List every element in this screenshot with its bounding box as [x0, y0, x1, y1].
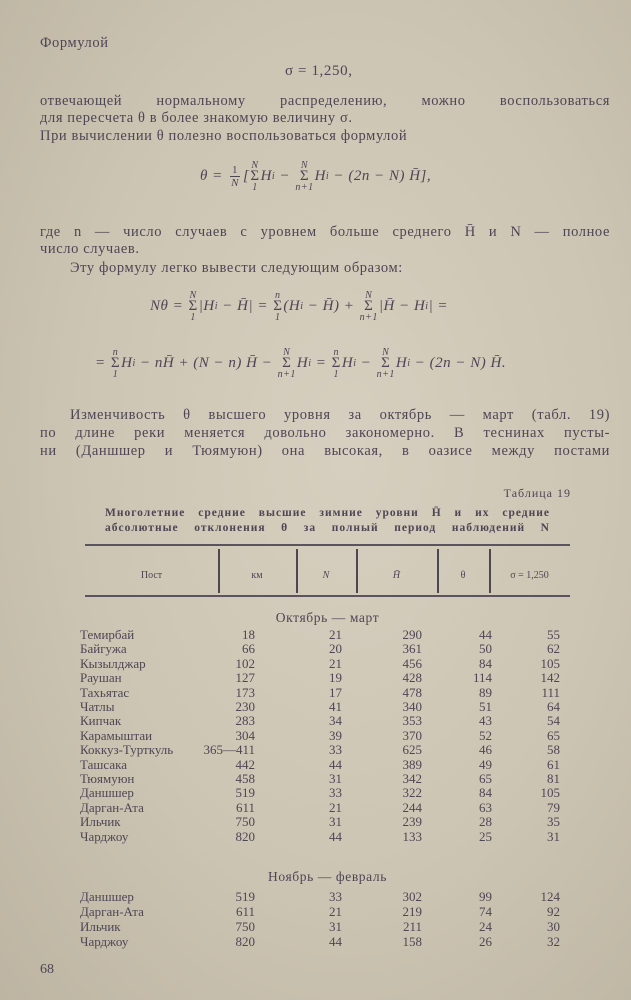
n-years-cell: 33 [329, 785, 342, 801]
summation [360, 290, 378, 323]
lower-limit: n+1 [359, 312, 378, 323]
upper-limit: N [300, 160, 309, 171]
km-cell: 519 [235, 785, 255, 801]
table-row [80, 742, 570, 757]
formula-text: H [395, 355, 408, 371]
lower-limit: 1 [190, 312, 196, 323]
derivation-formula-2 [95, 347, 506, 380]
paragraph-line: где n — число случаев с уровнем больше среднего H̄ и N — полное [40, 224, 610, 240]
sigma-symbol: Σ [364, 298, 374, 314]
table-row [80, 785, 570, 800]
formula-text: | = [428, 298, 449, 314]
km-cell: 820 [235, 934, 255, 949]
summation [278, 347, 296, 380]
h-mean-cell: 389 [402, 756, 422, 772]
sigma-cell: 54 [547, 713, 560, 729]
sigma-cell: 124 [540, 889, 560, 904]
table-row [80, 713, 570, 728]
theta-cell: 84 [479, 785, 492, 801]
theta-cell: 43 [479, 713, 492, 729]
formula-text: (H [283, 298, 301, 314]
formula-text: H [121, 355, 133, 371]
theta-cell: 84 [479, 655, 492, 671]
formula-text: − (2n − N) H̄. [410, 355, 507, 371]
station-name-cell: Раушан [80, 670, 122, 686]
h-mean-cell: 370 [402, 727, 422, 743]
table-row [80, 728, 570, 743]
upper-limit: N [189, 290, 197, 301]
theta-cell: 74 [479, 904, 492, 919]
paragraph-line: число случаев. [40, 241, 140, 257]
station-name-cell: Тахьятас [80, 684, 130, 700]
km-cell: 611 [235, 904, 255, 919]
theta-cell: 114 [472, 670, 492, 686]
station-name-cell: Чарджоу [80, 934, 129, 949]
station-name-cell: Кипчак [80, 713, 122, 729]
km-cell: 102 [235, 655, 255, 671]
summation [250, 160, 259, 193]
summation [189, 290, 198, 323]
h-mean-cell: 244 [402, 799, 422, 815]
upper-limit: n [275, 290, 281, 301]
theta-cell: 63 [479, 799, 492, 815]
subscript: i [271, 171, 276, 182]
h-mean-cell: 302 [402, 889, 422, 904]
lower-limit: n+1 [295, 182, 314, 193]
formula-text: H [314, 168, 326, 184]
subscript: i [300, 301, 304, 312]
sigma-symbol: Σ [282, 355, 292, 371]
table-row [80, 771, 570, 786]
n-years-cell: 21 [329, 627, 342, 642]
paragraph-line: Изменчивость θ высшего уровня за октябрь — март (табл. 19) [70, 407, 610, 423]
summation [332, 347, 341, 380]
section-title: Октябрь — март [275, 610, 380, 625]
paragraph-line: для пересчета θ в более знакомую величину σ. [40, 110, 353, 126]
h-mean-cell: 361 [402, 641, 422, 657]
subscript: i [325, 171, 330, 182]
derivation-formula-1 [150, 290, 448, 323]
subscript: i [308, 358, 312, 369]
denominator: N [231, 177, 239, 189]
km-cell: 750 [235, 919, 255, 934]
sigma-cell: 79 [547, 799, 560, 815]
table-row [80, 757, 570, 772]
theta-cell: 24 [479, 919, 492, 934]
h-mean-cell: 342 [402, 771, 422, 786]
formula-text: |H̄ − H [378, 298, 426, 314]
table-label: Таблица 19 [503, 486, 571, 500]
upper-limit: N [365, 290, 373, 301]
sigma-cell: 32 [547, 934, 560, 949]
n-years-cell: 34 [329, 713, 342, 729]
table-row [80, 641, 570, 656]
table-header-rule [85, 595, 570, 597]
header-h-mean: H̄ [392, 569, 401, 581]
n-years-cell: 33 [329, 889, 342, 904]
theta-cell: 49 [479, 756, 492, 772]
subscript: i [407, 358, 411, 369]
formula-text: H [260, 168, 272, 184]
header-theta: θ [460, 569, 466, 581]
sigma-symbol: Σ [331, 355, 341, 371]
km-cell: 304 [235, 727, 255, 743]
lower-limit: n+1 [376, 369, 395, 380]
theta-cell: 44 [479, 627, 492, 642]
km-cell: 18 [242, 627, 255, 642]
n-years-cell: 19 [329, 670, 342, 686]
theta-cell: 25 [479, 828, 492, 844]
summation [295, 160, 313, 193]
km-cell: 127 [235, 670, 255, 686]
station-name-cell: Дарган-Ата [80, 799, 144, 815]
sigma-symbol: Σ [273, 298, 283, 314]
sigma-cell: 62 [547, 641, 560, 657]
table-row [80, 670, 570, 685]
lower-limit: 1 [333, 369, 339, 380]
upper-limit: N [382, 347, 390, 358]
h-mean-cell: 478 [402, 684, 422, 700]
sigma-formula: σ = 1,250, [285, 63, 353, 79]
theta-cell: 99 [479, 889, 492, 904]
h-mean-cell: 219 [402, 904, 422, 919]
h-mean-cell: 239 [402, 814, 422, 830]
n-years-cell: 21 [329, 799, 342, 815]
station-name-cell: Коккуз-Турткуль [80, 742, 174, 758]
km-cell: 365—411 [203, 742, 255, 758]
sigma-cell: 55 [547, 627, 560, 642]
upper-limit: N [251, 160, 259, 171]
sigma-symbol: Σ [250, 168, 260, 184]
lower-limit: 1 [112, 369, 119, 380]
subscript: i [214, 301, 218, 312]
table-row [80, 889, 570, 904]
sigma-cell: 142 [540, 670, 560, 686]
formula-text: H [296, 355, 309, 371]
table-row [80, 627, 570, 642]
h-mean-cell: 625 [402, 742, 422, 758]
sigma-cell: 58 [547, 742, 560, 758]
station-name-cell: Темирбай [80, 627, 135, 642]
header-km: км [251, 569, 263, 581]
h-mean-cell: 340 [402, 699, 422, 714]
theta-cell: 52 [479, 727, 492, 743]
theta-cell: 51 [479, 699, 492, 714]
h-mean-cell: 322 [402, 785, 422, 801]
table-row [80, 829, 570, 844]
h-mean-cell: 428 [402, 670, 422, 686]
lower-limit: 1 [252, 182, 258, 193]
formula-text: H [341, 355, 354, 371]
km-cell: 750 [235, 814, 255, 830]
sigma-cell: 65 [547, 727, 560, 743]
header-sigma: σ = 1,250 [510, 569, 549, 581]
km-cell: 66 [242, 641, 255, 657]
lower-limit: n+1 [277, 369, 296, 380]
upper-limit: N [283, 347, 291, 358]
h-mean-cell: 290 [402, 627, 422, 642]
numerator: 1 [232, 164, 238, 176]
km-cell: 519 [235, 889, 255, 904]
station-name-cell: Чарджоу [80, 828, 129, 844]
sigma-cell: 64 [547, 699, 560, 714]
theta-cell: 50 [479, 641, 492, 657]
formula-text: − H̄) + [303, 298, 359, 314]
paragraph-line: по длине реки меняется довольно закономерно. В теснинах пусты- [40, 425, 610, 441]
station-name-cell: Байгужа [80, 641, 127, 657]
sigma-cell: 92 [547, 904, 560, 919]
n-years-cell: 31 [329, 919, 342, 934]
formula-text: − nH̄ + (N − n) H̄ − [135, 355, 277, 371]
km-cell: 458 [235, 771, 255, 786]
station-name-cell: Ташсака [80, 756, 127, 772]
theta-cell: 89 [479, 684, 492, 700]
fraction [230, 164, 240, 189]
km-cell: 611 [235, 799, 255, 815]
upper-limit: n [333, 347, 339, 358]
n-years-cell: 17 [329, 684, 342, 700]
h-mean-cell: 353 [402, 713, 422, 729]
station-name-cell: Карамыштаи [80, 727, 153, 743]
theta-cell: 46 [479, 742, 492, 758]
table-row [80, 699, 570, 714]
n-years-cell: 21 [329, 655, 342, 671]
theta-formula [200, 160, 431, 193]
station-name-cell: Даншшер [80, 785, 134, 801]
table-row [80, 934, 570, 949]
summation [377, 347, 395, 380]
station-name-cell: Чатлы [80, 699, 115, 714]
section-title: Ноябрь — февраль [268, 869, 387, 884]
table-row [80, 919, 570, 934]
sigma-cell: 105 [540, 655, 560, 671]
paragraph-line: отвечающей нормальному распределению, можно воспользоваться [40, 93, 610, 109]
theta-cell: 65 [479, 771, 492, 786]
header-post: Пост [140, 569, 163, 581]
sigma-symbol: Σ [110, 355, 121, 371]
h-mean-cell: 456 [402, 655, 422, 671]
km-cell: 283 [235, 713, 255, 729]
table-caption: Многолетние средние высшие зимние уровни H̄ и их средние [105, 507, 550, 519]
summation [273, 290, 282, 323]
formula-text: = [95, 355, 110, 371]
sigma-symbol: Σ [381, 355, 391, 371]
n-years-cell: 44 [329, 934, 342, 949]
table-row [80, 814, 570, 829]
km-cell: 230 [235, 699, 255, 714]
paragraph-line: Эту формулу легко вывести следующим образом: [70, 260, 403, 276]
formula-text: − [356, 355, 376, 371]
station-name-cell: Кызылджар [80, 655, 146, 671]
header-n: N [322, 569, 330, 581]
km-cell: 820 [235, 828, 255, 844]
table-caption: абсолютные отклонения θ за полный период наблюдений N [105, 522, 550, 534]
sigma-symbol: Σ [188, 298, 198, 314]
n-years-cell: 44 [329, 756, 342, 772]
sigma-cell: 61 [547, 756, 560, 772]
paragraph-line: При вычислении θ полезно воспользоваться формулой [40, 128, 408, 144]
formula-text: Nθ = [150, 298, 188, 314]
subscript: i [353, 358, 357, 369]
n-years-cell: 39 [329, 727, 342, 743]
h-mean-cell: 133 [402, 828, 422, 844]
theta-cell: 28 [479, 814, 492, 830]
summation [111, 347, 120, 380]
formula-text: = [311, 355, 331, 371]
station-name-cell: Даншшер [80, 889, 134, 904]
sigma-cell: 31 [547, 828, 560, 844]
formula-text: θ = [200, 168, 227, 184]
km-cell: 442 [235, 756, 255, 772]
sigma-symbol: Σ [299, 168, 310, 184]
station-name-cell: Ильчик [80, 814, 121, 830]
h-mean-cell: 211 [402, 919, 422, 934]
paragraph-line: Формулой [40, 35, 109, 51]
n-years-cell: 20 [329, 641, 342, 657]
sigma-cell: 81 [547, 771, 560, 786]
formula-text: [ [243, 168, 250, 184]
n-years-cell: 44 [329, 828, 342, 844]
table-row [80, 685, 570, 700]
n-years-cell: 33 [329, 742, 342, 758]
page-number: 68 [40, 962, 54, 977]
station-name-cell: Дарган-Ата [80, 904, 144, 919]
n-years-cell: 31 [329, 771, 342, 786]
sigma-cell: 105 [540, 785, 560, 801]
sigma-cell: 111 [541, 684, 560, 700]
n-years-cell: 21 [329, 904, 342, 919]
km-cell: 173 [235, 684, 255, 700]
table-row [80, 656, 570, 671]
formula-text: − (2n − N) H̄], [329, 168, 432, 184]
paragraph-line: ни (Даншшер и Тюямуюн) она высокая, в оазисе между постами [40, 443, 610, 459]
table-row [80, 800, 570, 815]
subscript: i [132, 358, 136, 369]
lower-limit: 1 [275, 312, 281, 323]
formula-text: |H [198, 298, 215, 314]
subscript: i [425, 301, 429, 312]
table-row [80, 904, 570, 919]
formula-text: − [275, 168, 295, 184]
sigma-cell: 35 [547, 814, 560, 830]
upper-limit: n [112, 347, 119, 358]
h-mean-cell: 158 [402, 934, 422, 949]
sigma-cell: 30 [547, 919, 560, 934]
station-name-cell: Ильчик [80, 919, 121, 934]
table-top-rule [85, 544, 570, 546]
theta-cell: 26 [479, 934, 492, 949]
formula-text: − H̄| = [217, 298, 273, 314]
station-name-cell: Тюямуюн [80, 771, 135, 786]
n-years-cell: 41 [329, 699, 342, 714]
n-years-cell: 31 [329, 814, 342, 830]
